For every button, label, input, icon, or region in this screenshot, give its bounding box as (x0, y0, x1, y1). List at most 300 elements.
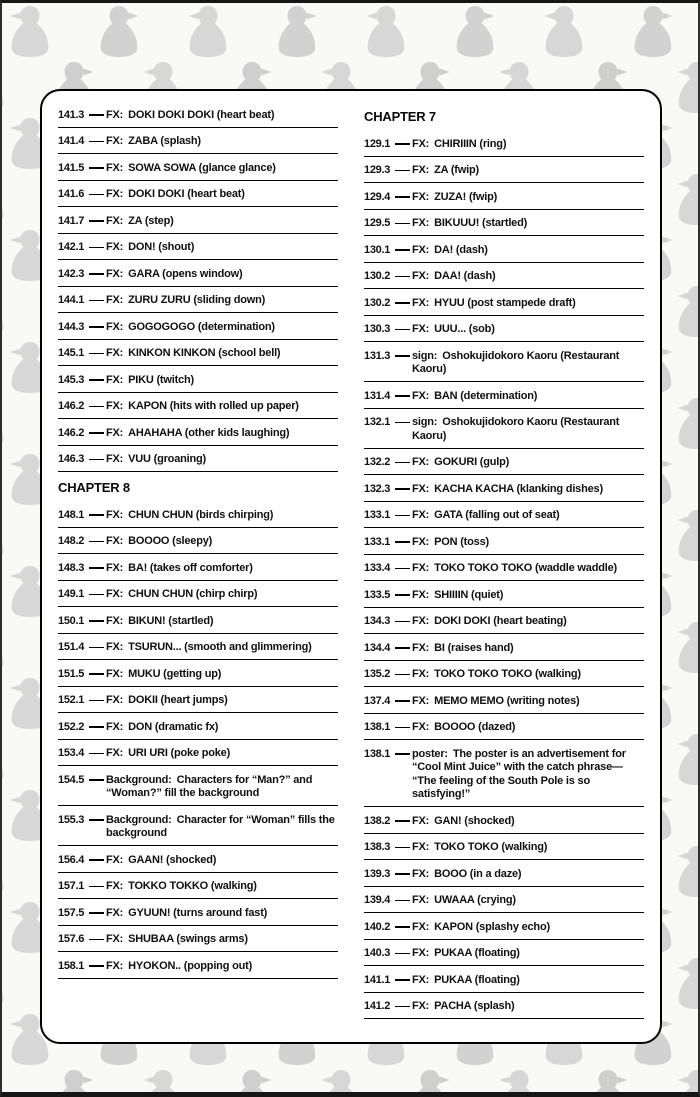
entry-label: FX: (106, 294, 124, 306)
entry-label: FX: (412, 867, 430, 880)
entry-body (106, 109, 338, 123)
dash-line (395, 674, 410, 676)
entry-label: FX: (412, 389, 430, 402)
entry-text: HYUU (post stampede draft) (434, 296, 576, 309)
fx-entry (364, 714, 644, 741)
dash-line (89, 620, 104, 622)
entry-label: FX: (412, 137, 430, 150)
page-panel-number: 153.4 (58, 747, 85, 759)
fx-entry (364, 263, 644, 290)
entry-text: ZUZA! (fwip) (434, 190, 498, 203)
fx-entry (58, 366, 338, 393)
entry-text: UWAAA (crying) (434, 894, 516, 906)
dash-line (395, 621, 410, 623)
entry-text: Oshokujidokoro Kaoru (Restaurant Kaoru) (412, 349, 620, 375)
dash-line (89, 859, 104, 861)
entry-body (106, 268, 338, 282)
fx-entry (58, 181, 338, 208)
fx-entry (364, 130, 644, 157)
page-panel-number: 141.1 (364, 973, 391, 986)
entry-text: GATA (falling out of seat) (434, 509, 560, 521)
dash-line (395, 302, 410, 304)
entry-body (106, 321, 338, 335)
entry-text: BIKUUU! (startled) (434, 217, 528, 229)
fx-entry (364, 940, 644, 967)
dash-line (89, 567, 104, 569)
entry-text: PON (toss) (434, 535, 489, 548)
entry-body (412, 1000, 644, 1014)
entry-label: FX: (106, 241, 124, 253)
entry-label: FX: (106, 614, 124, 627)
dash-line (395, 143, 410, 145)
page-panel-number: 145.3 (58, 373, 85, 386)
entry-label: FX: (106, 641, 124, 653)
fx-entry (58, 101, 338, 128)
page-panel-number: 146.3 (58, 453, 85, 465)
entry-label: FX: (106, 508, 124, 521)
fx-entry (364, 528, 644, 555)
page-panel-number: 152.2 (58, 720, 85, 733)
entry-body (106, 535, 338, 549)
fx-entry (364, 449, 644, 476)
entry-label: sign: (412, 416, 438, 428)
entry-label: sign: (412, 349, 438, 362)
fx-entry (58, 806, 338, 846)
entry-label: Background: (106, 773, 172, 786)
entry-text: PUKAA (floating) (434, 973, 520, 986)
entry-text: KAPON (hits with rolled up paper) (128, 400, 299, 412)
dash-line (395, 847, 410, 849)
fx-entry (58, 260, 338, 287)
entry-text: MEMO MEMO (writing notes) (434, 694, 580, 707)
page-panel-number: 158.1 (58, 959, 85, 972)
page-panel-number: 157.1 (58, 880, 85, 892)
page-panel-number: 146.2 (58, 400, 85, 412)
fx-entry (58, 528, 338, 555)
entry-label: FX: (106, 214, 124, 227)
fx-entry (364, 608, 644, 635)
entry-label: FX: (412, 482, 430, 495)
dash-line (89, 939, 104, 941)
entry-text: DON (dramatic fx) (128, 720, 219, 733)
entry-body (412, 244, 644, 258)
entry-body (106, 135, 338, 149)
fx-entry (58, 899, 338, 926)
entry-label: FX: (106, 161, 124, 174)
entry-label: FX: (412, 894, 430, 906)
entry-body (106, 907, 338, 921)
fx-entry (364, 661, 644, 688)
fx-entry (364, 581, 644, 608)
chapter-heading: CHAPTER 8 (58, 480, 130, 495)
dash-line (395, 753, 410, 755)
entry-body (106, 509, 338, 523)
fx-entry (58, 393, 338, 420)
fx-entry (58, 926, 338, 953)
entry-label: FX: (106, 880, 124, 892)
entry-text: KACHA KACHA (klanking dishes) (434, 482, 603, 495)
entry-text: KINKON KINKON (school bell) (128, 347, 281, 359)
dash-line (89, 594, 104, 596)
entry-label: FX: (412, 814, 430, 827)
page-panel-number: 141.3 (58, 108, 85, 121)
entry-label: FX: (412, 190, 430, 203)
dash-line (395, 223, 410, 225)
page-panel-number: 129.5 (364, 217, 391, 229)
fx-entry (364, 966, 644, 993)
entry-text: BAN (determination) (434, 389, 538, 402)
entry-label: poster: (412, 747, 448, 760)
page-panel-number: 133.1 (364, 509, 391, 521)
dash-line (395, 355, 410, 357)
entry-body (412, 191, 644, 205)
entry-label: FX: (412, 668, 430, 680)
fx-entry (58, 313, 338, 340)
entry-body (412, 748, 644, 802)
page-panel-number: 135.2 (364, 668, 391, 680)
dash-line (395, 541, 410, 543)
fx-entry (364, 555, 644, 582)
entry-label: FX: (412, 323, 430, 335)
entry-text: BOOOO (sleepy) (128, 535, 213, 547)
entry-label: FX: (106, 906, 124, 919)
entry-text: ZA (step) (128, 214, 174, 227)
entry-text: CHUN CHUN (birds chirping) (128, 508, 274, 521)
fx-glossary-panel (40, 89, 662, 1044)
page-panel-number: 131.3 (364, 349, 391, 362)
entry-text: DOKI DOKI DOKI (heart beat) (128, 108, 275, 121)
dash-line (395, 953, 410, 955)
entry-body (412, 350, 644, 377)
dash-line (395, 462, 410, 464)
entry-body (412, 562, 644, 576)
entry-text: ZABA (splash) (128, 135, 201, 147)
dash-line (89, 247, 104, 249)
page-panel-number: 138.1 (364, 747, 391, 760)
page-panel-number: 133.4 (364, 562, 391, 574)
entry-body (412, 668, 644, 682)
page-panel-number: 138.3 (364, 841, 391, 853)
page-panel-number: 133.5 (364, 588, 391, 601)
dash-line (395, 395, 410, 397)
entry-text: CHIRIIIN (ring) (434, 137, 507, 150)
dash-line (89, 432, 104, 434)
entry-body (412, 456, 644, 470)
page-panel-number: 129.3 (364, 164, 391, 176)
entry-label: FX: (106, 373, 124, 386)
entry-text: Oshokujidokoro Kaoru (Restaurant Kaoru) (412, 416, 620, 442)
entry-body (412, 270, 644, 284)
entry-label: FX: (412, 721, 430, 733)
entry-label: Background: (106, 813, 172, 826)
dash-line (89, 326, 104, 328)
entry-body (106, 162, 338, 176)
page-panel-number: 141.7 (58, 214, 85, 227)
page-panel-number: 151.5 (58, 667, 85, 680)
fx-entry (58, 846, 338, 873)
dash-line (89, 167, 104, 169)
fx-entry (58, 740, 338, 767)
entry-body (412, 721, 644, 735)
fx-entry (364, 475, 644, 502)
page-panel-number: 138.2 (364, 814, 391, 827)
entry-text: AHAHAHA (other kids laughing) (128, 426, 290, 439)
dash-line (89, 514, 104, 516)
fx-entry (58, 607, 338, 634)
dash-line (89, 965, 104, 967)
dash-line (395, 727, 410, 729)
fx-entry (364, 409, 644, 449)
entry-body (106, 854, 338, 868)
entry-body (412, 138, 644, 152)
dash-line (89, 141, 104, 143)
page-panel-number: 142.3 (58, 267, 85, 280)
page-panel-number: 130.2 (364, 296, 391, 309)
entry-body (106, 188, 338, 202)
entry-body (106, 694, 338, 708)
page-panel-number: 140.2 (364, 920, 391, 933)
fx-entry (364, 993, 644, 1020)
entry-body (106, 615, 338, 629)
dash-line (395, 276, 410, 278)
page-panel-number: 141.2 (364, 1000, 391, 1012)
entry-body (106, 588, 338, 602)
fx-entry (58, 446, 338, 473)
page-panel-number: 145.1 (58, 347, 85, 359)
entry-text: TOKO TOKO TOKO (waddle waddle) (434, 562, 617, 574)
entry-body (412, 868, 644, 882)
page-panel-number: 129.4 (364, 190, 391, 203)
entry-label: FX: (106, 588, 124, 600)
entry-label: FX: (412, 243, 430, 256)
dash-line (89, 819, 104, 821)
fx-entry (58, 419, 338, 446)
entry-body (106, 562, 338, 576)
page-panel-number: 139.4 (364, 894, 391, 906)
entry-text: KAPON (splashy echo) (434, 920, 550, 933)
entry-body (106, 641, 338, 655)
dash-line (395, 900, 410, 902)
entry-body (106, 453, 338, 467)
entry-body (106, 215, 338, 229)
entry-body (412, 921, 644, 935)
entry-body (412, 695, 644, 709)
entry-body (412, 416, 644, 443)
entry-text: CHUN CHUN (chirp chirp) (128, 588, 258, 600)
entry-text: BOOOO (dazed) (434, 721, 516, 733)
dash-line (89, 114, 104, 116)
entry-label: FX: (106, 933, 124, 945)
fx-entry (364, 740, 644, 807)
dash-line (89, 700, 104, 702)
entry-text: BI (raises hand) (434, 641, 514, 654)
entry-text: TOKO TOKO (walking) (434, 841, 548, 853)
entry-label: FX: (106, 853, 124, 866)
entry-text: BOOO (in a daze) (434, 867, 522, 880)
entry-label: FX: (412, 588, 430, 601)
entry-text: MUKU (getting up) (128, 667, 222, 680)
fx-entry (364, 342, 644, 382)
entry-body (106, 774, 338, 801)
entry-label: FX: (412, 456, 430, 468)
fx-entry (58, 234, 338, 261)
entry-label: FX: (106, 720, 124, 733)
page-panel-number: 149.1 (58, 588, 85, 600)
dash-line (89, 647, 104, 649)
fx-entry (364, 887, 644, 914)
entry-body (106, 933, 338, 947)
dash-line (395, 422, 410, 424)
entry-body (106, 668, 338, 682)
dash-line (395, 249, 410, 251)
dash-line (395, 329, 410, 331)
entry-text: SOWA SOWA (glance glance) (128, 161, 276, 174)
dash-line (89, 300, 104, 302)
entry-label: FX: (106, 535, 124, 547)
dash-line (89, 459, 104, 461)
page-panel-number: 154.5 (58, 773, 85, 786)
glossary-column-right (364, 101, 644, 1042)
entry-label: FX: (106, 426, 124, 439)
entry-text: TOKO TOKO TOKO (walking) (434, 668, 581, 680)
fx-entry (364, 687, 644, 714)
entry-text: GOKURI (gulp) (434, 456, 510, 468)
dash-line (89, 379, 104, 381)
entry-text: ZURU ZURU (sliding down) (128, 294, 266, 306)
entry-text: DOKII (heart jumps) (128, 694, 228, 706)
entry-label: FX: (412, 920, 430, 933)
entry-text: SHIIIIN (quiet) (434, 588, 504, 601)
fx-entry (364, 807, 644, 834)
dash-line (89, 886, 104, 888)
entry-body (106, 880, 338, 894)
fx-entry (364, 316, 644, 343)
entry-body (412, 894, 644, 908)
page-panel-number: 156.4 (58, 853, 85, 866)
fx-entry (58, 713, 338, 740)
fx-entry (58, 207, 338, 234)
dash-line (89, 753, 104, 755)
entry-body (106, 374, 338, 388)
entry-label: FX: (106, 108, 124, 121)
entry-text: GAAN! (shocked) (128, 853, 217, 866)
entry-text: DOKI DOKI (heart beat) (128, 188, 245, 200)
glossary-column-left (58, 101, 338, 1042)
entry-body (106, 960, 338, 974)
dash-line (395, 568, 410, 570)
entry-body (412, 536, 644, 550)
chapter-heading: CHAPTER 7 (364, 109, 436, 124)
entry-label: FX: (412, 641, 430, 654)
entry-text: GOGOGOGO (determination) (128, 320, 275, 333)
entry-text: BA! (takes off comforter) (128, 561, 253, 574)
entry-text: PACHA (splash) (434, 1000, 515, 1012)
fx-entry (58, 581, 338, 608)
entry-text: TSURUN... (smooth and glimmering) (128, 641, 312, 653)
dash-line (89, 673, 104, 675)
entry-body (412, 947, 644, 961)
entry-label: FX: (412, 296, 430, 309)
fx-entry (364, 236, 644, 263)
dash-line (89, 194, 104, 196)
entry-label: FX: (106, 561, 124, 574)
page-panel-number: 131.4 (364, 389, 391, 402)
page-panel-number: 133.1 (364, 535, 391, 548)
dash-line (395, 196, 410, 198)
page-panel-number: 132.2 (364, 456, 391, 468)
page-panel-number: 148.3 (58, 561, 85, 574)
fx-entry (364, 502, 644, 529)
entry-label: FX: (412, 615, 430, 627)
entry-body (412, 841, 644, 855)
page-panel-number: 151.4 (58, 641, 85, 653)
dash-line (395, 647, 410, 649)
page-panel-number: 141.5 (58, 161, 85, 174)
entry-text: DON! (shout) (128, 241, 195, 253)
entry-text: BIKUN! (startled) (128, 614, 214, 627)
entry-label: FX: (412, 562, 430, 574)
entry-body (106, 427, 338, 441)
page-panel-number: 129.1 (364, 137, 391, 150)
entry-label: FX: (106, 667, 124, 680)
page-panel-number: 130.1 (364, 243, 391, 256)
dash-line (395, 820, 410, 822)
dash-line (395, 170, 410, 172)
dash-line (89, 220, 104, 222)
entry-text: Characters for “Man?” and “Woman?” fill the background (106, 773, 313, 799)
entry-body (412, 164, 644, 178)
entry-label: FX: (106, 135, 124, 147)
entry-text: PIKU (twitch) (128, 373, 194, 386)
dash-line (89, 912, 104, 914)
dash-line (89, 273, 104, 275)
entry-body (412, 974, 644, 988)
page-panel-number: 144.3 (58, 320, 85, 333)
entry-text: GYUUN! (turns around fast) (128, 906, 268, 919)
page-panel-number: 155.3 (58, 813, 85, 826)
entry-text: ZA (fwip) (434, 164, 479, 176)
page-panel-number: 142.1 (58, 241, 85, 253)
entry-label: FX: (106, 347, 124, 359)
fx-entry (58, 154, 338, 181)
entry-body (412, 297, 644, 311)
entry-body (412, 615, 644, 629)
fx-entry (364, 834, 644, 861)
page-panel-number: 141.4 (58, 135, 85, 147)
entry-body (412, 642, 644, 656)
page-panel-number: 146.2 (58, 426, 85, 439)
page-panel-number: 148.1 (58, 508, 85, 521)
dash-line (395, 515, 410, 517)
entry-label: FX: (106, 400, 124, 412)
page-panel-number: 144.1 (58, 294, 85, 306)
fx-entry (58, 873, 338, 900)
dash-line (89, 779, 104, 781)
entry-text: TOKKO TOKKO (walking) (128, 880, 257, 892)
fx-entry (58, 952, 338, 979)
page-panel-number: 140.3 (364, 947, 391, 959)
entry-label: FX: (412, 947, 430, 959)
entry-body (106, 747, 338, 761)
entry-body (106, 400, 338, 414)
entry-text: VUU (groaning) (128, 453, 206, 465)
page-panel-number: 134.4 (364, 641, 391, 654)
dash-line (395, 700, 410, 702)
entry-label: FX: (106, 747, 124, 759)
entry-text: GARA (opens window) (128, 267, 243, 280)
dash-line (395, 979, 410, 981)
entry-label: FX: (106, 694, 124, 706)
